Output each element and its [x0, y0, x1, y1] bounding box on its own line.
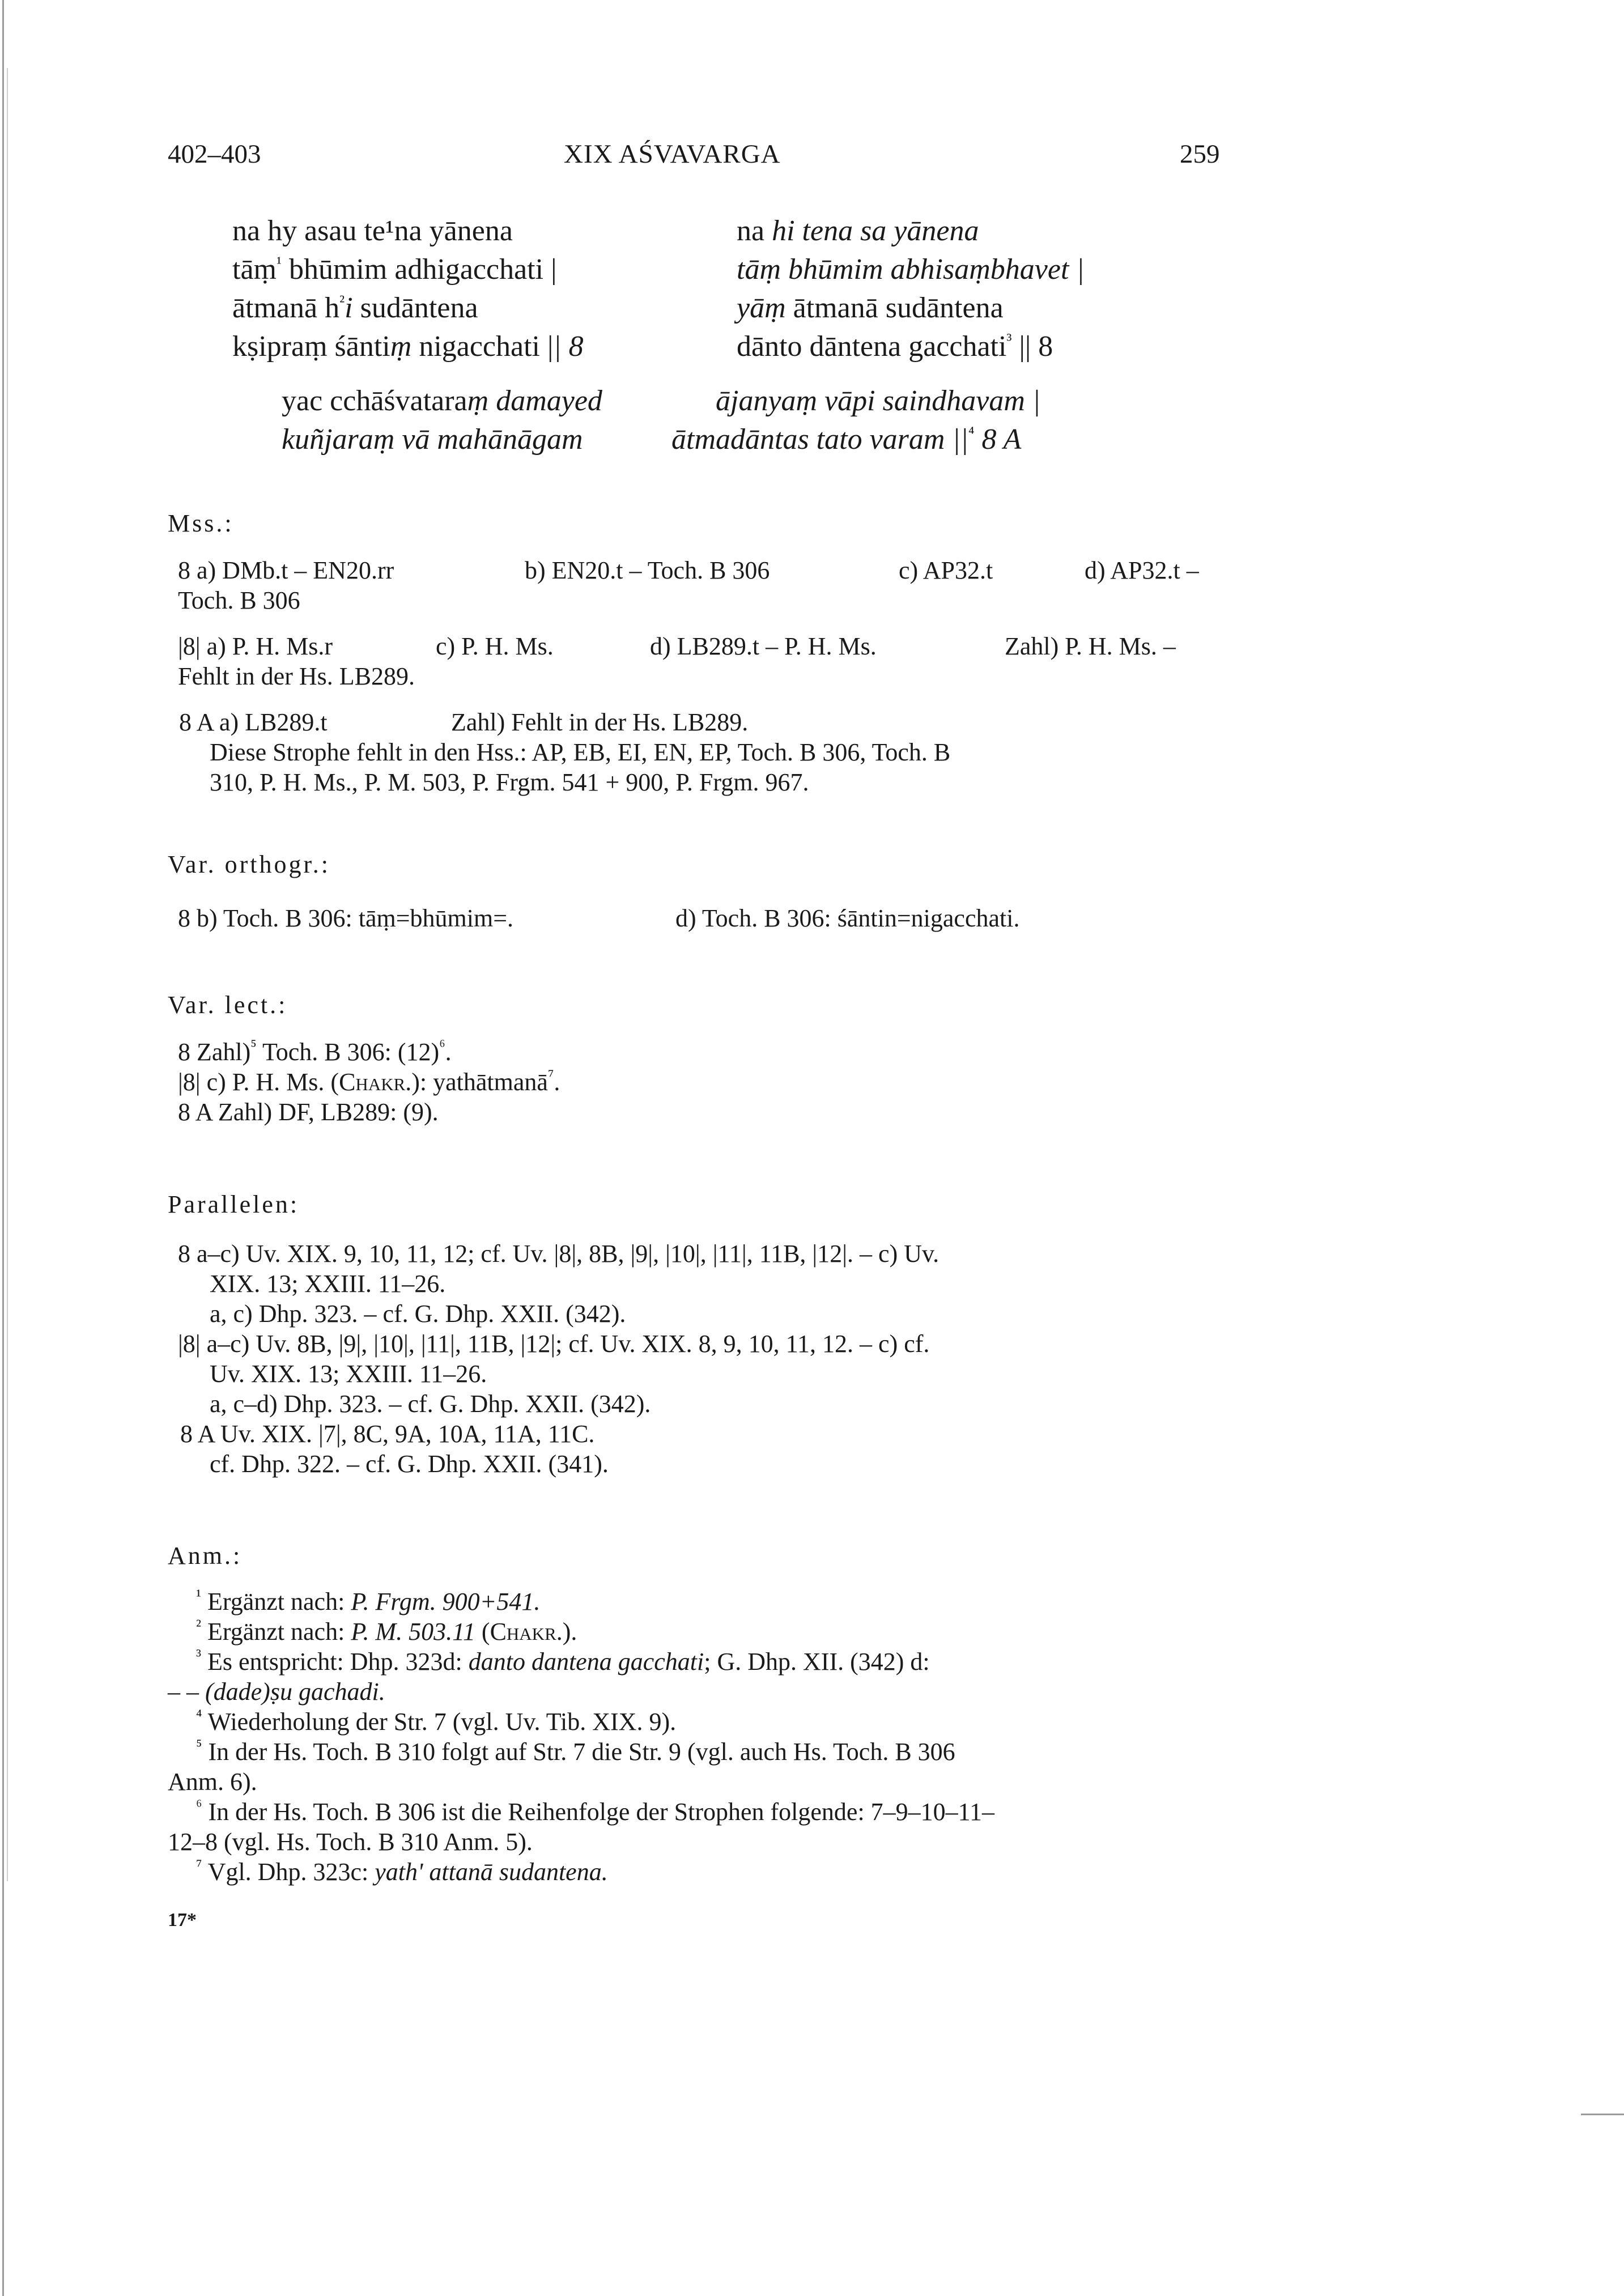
- var-lect-block: [178, 1037, 560, 1127]
- mss-row-2: Toch. B 306: [178, 586, 300, 614]
- note-6-continuation: 12–8 (vgl. Hs. Toch. B 310 Anm. 5).: [168, 1828, 533, 1856]
- scan-edge-left: [2, 0, 4, 2296]
- section-var-orthogr-heading: Var. orthogr.:: [168, 851, 330, 878]
- note-3-continuation: – – (dade)ṣu gachadi.: [168, 1678, 385, 1706]
- parallelen-row-1: 8 a–c) Uv. XIX. 9, 10, 11, 12; cf. Uv. |8|, 8B, |9|, |10|, |11|, 11B, |12|. – c) Uv.: [178, 1240, 939, 1268]
- var-lect-row-2: |8| c) P. H. Ms. (Chakr.): yathātmanā$^{^7}$.: [178, 1066, 560, 1096]
- page-number: 259: [1180, 139, 1220, 169]
- note-7: $^{^7}$ Vgl. Dhp. 323c: yath' attanā sudantena.: [196, 1856, 608, 1886]
- signature-mark: 17*: [168, 1910, 197, 1931]
- parallelen-row-7: 8 A Uv. XIX. |7|, 8C, 9A, 10A, 11A, 11C.: [180, 1420, 595, 1448]
- verse-8a-line-2-right: ātmadāntas tato varam $||^{^4}$ 8 A: [671, 423, 1022, 456]
- verse-left-line-2: tāṃ$^{^1}$ bhūmim adhigacchati |: [232, 253, 557, 286]
- var-lect-row-3: 8 A Zahl) DF, LB289: (9).: [178, 1098, 439, 1126]
- verse-right-line-4: dānto dāntena gacchati$^{^3}$ || 8: [737, 330, 1053, 363]
- parallelen-row-5: Uv. XIX. 13; XXIII. 11–26.: [210, 1360, 487, 1388]
- note-5: $^{^5}$ In der Hs. Toch. B 310 folgt auf Str. 7 die Str. 9 (vgl. auch Hs. Toch. B 306: [196, 1736, 955, 1766]
- var-lect-row-1: 8 Zahl)$^{^5}$ Toch. B 306: $(12)^{^6}$.: [178, 1036, 452, 1066]
- var-orthogr-row: 8 b) Toch. B 306: tāṃ=bhūmim=. d) Toch. B 306: śāntin=nigacchati.: [178, 904, 1020, 932]
- parallelen-row-6: a, c–d) Dhp. 323. – cf. G. Dhp. XXII. (342).: [210, 1390, 651, 1418]
- chapter-title: XIX AŚVAVARGA: [564, 139, 781, 169]
- scan-edge-inner: [7, 68, 8, 1881]
- verse-right-line-1: na hi tena sa yānena: [737, 215, 979, 247]
- note-5-continuation: Anm. 6).: [168, 1768, 257, 1796]
- verse-right-line-3: yāṃ ātmanā sudāntena: [737, 292, 1004, 324]
- page-range: 402–403: [168, 139, 261, 169]
- verse-left-line-1: na hy asau te¹na yānena: [232, 215, 513, 247]
- mss-row-3: |8| a) P. H. Ms.r c) P. H. Ms. d) LB289.t – P. H. Ms. Zahl) P. H. Ms. –: [178, 632, 1176, 660]
- mss-block: [178, 555, 1199, 797]
- note-2: $^{^2}$ Ergänzt nach: P. M. 503.11 (Chakr.).: [196, 1616, 577, 1646]
- mss-row-4: Fehlt in der Hs. LB289.: [178, 662, 415, 690]
- section-anm-heading: Anm.:: [168, 1542, 243, 1570]
- parallelen-row-4: |8| a–c) Uv. 8B, |9|, |10|, |11|, 11B, |12|; cf. Uv. XIX. 8, 9, 10, 11, 12. – c) cf.: [178, 1330, 930, 1358]
- parallelen-row-8: cf. Dhp. 322. – cf. G. Dhp. XXII. (341).: [210, 1450, 609, 1478]
- anm-block: [168, 1587, 994, 1887]
- parallelen-row-2: XIX. 13; XXIII. 11–26.: [210, 1270, 446, 1298]
- parallelen-row-3: a, c) Dhp. 323. – cf. G. Dhp. XXII. (342).: [210, 1300, 626, 1328]
- verse-8a-line-2: kuñjaraṃ vā mahānāgam: [282, 423, 583, 456]
- note-1: $^{^1}$ Ergänzt nach: P. Frgm. 900+541.: [196, 1586, 541, 1615]
- verse-left-line-3: ātmanā $h^{^2}i$ sudāntena: [232, 292, 478, 324]
- verse-left-line-4: kṣipraṃ śāntiṃ nigacchati || 8: [232, 330, 584, 363]
- note-3: $^{^3}$ Es entspricht: Dhp. 323d: danto dantena gacchati; G. Dhp. XII. (342) d:: [196, 1646, 930, 1676]
- section-mss-heading: Mss.:: [168, 509, 234, 537]
- verse-right-line-2: tāṃ bhūmim abhisaṃbhavet |: [737, 253, 1085, 286]
- note-4: $^{^4}$ Wiederholung der Str. 7 (vgl. Uv. Tib. XIX. 9).: [196, 1706, 677, 1736]
- mss-row-7: 310, P. H. Ms., P. M. 503, P. Frgm. 541 + 900, P. Frgm. 967.: [210, 768, 809, 796]
- stray-scan-mark: [1581, 2114, 1624, 2115]
- section-parallelen-heading: Parallelen:: [168, 1190, 300, 1218]
- mss-row-6: Diese Strophe fehlt in den Hss.: AP, EB, EI, EN, EP, Toch. B 306, Toch. B: [210, 738, 951, 766]
- verse-8a-line-1-right: ājanyaṃ vāpi saindhavam |: [716, 385, 1041, 417]
- verse-8a-line-1: yac cchāśvataraṃ damayed: [282, 385, 602, 417]
- parallelen-block: [178, 1239, 939, 1479]
- mss-row-1: 8 a) DMb.t – EN20.rr b) EN20.t – Toch. B 306 c) AP32.t d) AP32.t –: [178, 556, 1199, 584]
- note-6: $^{^6}$ In der Hs. Toch. B 306 ist die Reihenfolge der Strophen folgende: 7–9–10–11–: [196, 1796, 995, 1826]
- section-var-lect-heading: Var. lect.:: [168, 991, 288, 1019]
- mss-row-5: 8 A a) LB289.t Zahl) Fehlt in der Hs. LB289.: [179, 708, 749, 736]
- var-orthogr-block: [178, 903, 1019, 933]
